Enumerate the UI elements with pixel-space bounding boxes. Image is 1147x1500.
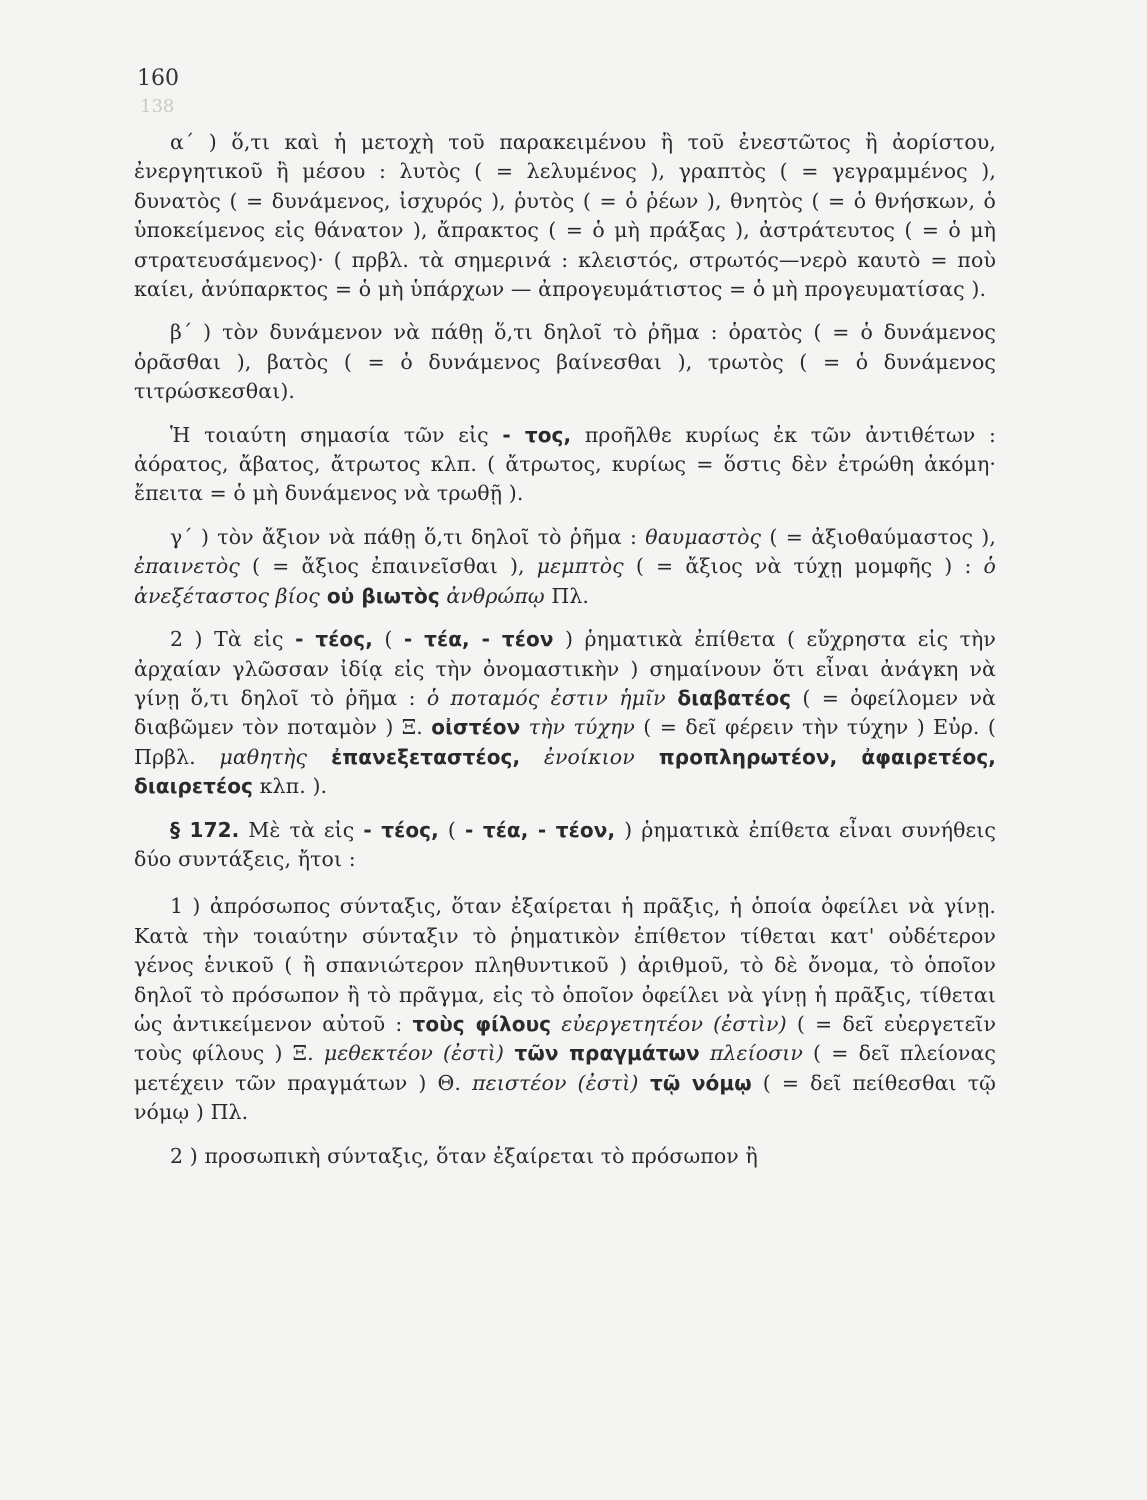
italic-term: μαθητὴς [219,744,308,769]
text-run: ( = δεῖ φέρειν τὴν τύχην ) Εὐρ. ( Πρβλ. [134,715,996,769]
paragraph-beta-text: β΄ ) τὸν δυνάμενον νὰ πάθῃ ὅ,τι δηλοῖ τὸ ῥῆμα : ὁρατὸς ( = ὁ δυνάμενος ὁρᾶσθαι ), βατὸς ( = ὁ δυνάμενος βαίνεσθαι ), τρωτὸς ( = ὁ δυνάμενος τιτρώσκεσθαι). [134,320,996,404]
text-run: ( = ὀφείλομεν νὰ διαβῶμεν τὸν ποταμὸν ) Ξ. [134,685,996,740]
paragraph-two-teos [134,625,996,801]
text-run: ) ῥηματικὰ ἐπίθετα εἶναι συνήθεις δύο συντάξεις, ἤτοι : [134,817,996,871]
bold-ending: - τέος, [363,817,439,842]
text-run: ( [438,817,465,842]
bold-term: προπληρωτέον, ἀφαιρετέος, διαιρετέος [134,744,996,799]
italic-term: μεμπτὸς [536,554,624,579]
text-run: Πλ. [544,583,590,608]
paragraph-personal [134,1142,996,1171]
bold-term: διαβατέος [665,685,792,710]
bold-term: τοὺς φίλους [412,1011,552,1036]
paragraph-alpha [134,128,996,304]
paragraph-impersonal [134,892,996,1127]
italic-quote: πειστέον (ἐστὶ) [472,1070,639,1095]
bold-term: ἐπανεξεταστέος, [307,744,521,769]
paragraph-beta [134,318,996,406]
italic-term: θαυμαστὸς [645,524,762,549]
text-run: Μὲ τὰ εἰς [239,817,364,842]
italic-quote: ὁ ἀνεξέταστος βίος [134,554,996,608]
text-run: γ΄ ) τὸν ἄξιον νὰ πάθῃ ὅ,τι δηλοῖ τὸ ῥῆμα : [170,524,646,549]
italic-quote: τὴν τύχην [520,715,635,740]
text-run: προῆλθε κυρίως ἐκ τῶν ἀντιθέτων : ἀόρατος, ἄβατος, ἄτρωτος κλπ. ( ἄτρωτος, κυρίως = ὅστις δὲν ἐτρώθη ἀκόμη· ἔπειτα = ὁ μὴ δυνάμενος νὰ τρωθῇ ). [134,422,996,506]
italic-quote: μεθεκτέον (ἐστὶ) [323,1041,505,1066]
italic-quote: ὁ ποταμός ἐστιν ἡμῖν [426,685,666,710]
text-run: ( = ἄξιος ἐπαινεῖσθαι ), [239,554,537,579]
italic-term: ἐπαινετὸς [134,554,240,579]
text-run: Ἡ τοιαύτη σημασία τῶν εἰς [170,422,503,447]
text-run: 2 ) προσωπικὴ σύνταξις, ὅταν ἐξαίρεται τὸ πρόσωπον ἢ [170,1143,758,1168]
italic-quote: ἀνθρώπῳ [439,583,545,608]
text-run: 1 ) ἀπρόσωπος σύνταξις, ὅταν ἐξαίρεται ἡ πρᾶξις, ἡ ὁποία ὀφείλει νὰ γίνῃ. Κατὰ τὴν τοιαύτην σύνταξιν τὸ ῥηματικὸν ἐπίθετον τίθεται κατ' οὐδέτερον γένος ἑνικοῦ ( ἢ σπανιώτερον πληθυντικοῦ ) ἀριθμοῦ, τὸ δὲ ὄνομα, τὸ ὁποῖον δηλοῖ τὸ πρόσωπον ἢ τὸ πρᾶγμα, εἰς τὸ ὁποῖον ὀφείλει νὰ γίνῃ ἡ πρᾶξις, τίθεται ὡς ἀντικείμενον αὐτοῦ : [134,894,996,1036]
text-run: ( = δεῖ εὐεργετεῖν τοὺς φίλους ) Ξ. [134,1011,997,1066]
section-172 [134,816,996,875]
italic-term: ἐνοίκιον [520,744,635,769]
bleed-through-page-number: 138 [140,96,175,117]
bold-ending: - τέος, [295,627,373,652]
bold-ending: - τέα, - τέον, [464,817,616,842]
text-run: ( = δεῖ πείθεσθαι τῷ νόμῳ ) Πλ. [134,1070,996,1125]
text-run: κλπ. ). [253,774,328,799]
body-text [134,128,996,1171]
page-number: 160 [137,66,179,91]
paragraph-alpha-text: α΄ ) ὅ,τι καὶ ἡ μετοχὴ τοῦ παρακειμένου ἢ τοῦ ἐνεστῶτος ἢ ἀορίστου, ἐνεργητικοῦ ἢ μέσου : λυτὸς ( = λελυμένος ), γραπτὸς ( = γεγραμμένος ), δυνατὸς ( = δυνάμενος, ἰσχυρός ), ῥυτὸς ( = ὁ ῥέων ), θνητὸς ( = ὁ θνήσκων, ὁ ὑποκείμενος εἰς θάνατον ), ἄπρακτος ( = ὁ μὴ πράξας ), ἀστράτευτος ( = ὁ μὴ στρατευσάμενος)· ( πρβλ. τὰ σημερινά : κλειστός, στρωτός—νερὸ καυτὸ = ποὺ καίει, ἀνύπαρκτος = ὁ μὴ ὑπάρχων — ἀπρογευμάτιστος = ὁ μὴ προγευματίσας ). [134,130,996,302]
italic-quote: εὐεργετητέον (ἐστὶν) [551,1011,787,1036]
text-run: ( [372,627,404,652]
text-run: ) ῥηματικὰ ἐπίθετα ( εὔχρηστα εἰς τὴν ἀρχαίαν γλῶσσαν ἰδίᾳ εἰς τὴν ὀνομαστικὴν ) σημαίνουν ὅτι εἶναι ἀνάγκη νὰ γίνῃ ὅ,τι δηλοῖ τὸ ῥῆμα : [134,627,996,710]
section-number: § 172. [170,817,240,842]
paragraph-tos [134,421,996,509]
paragraph-gamma [134,523,996,611]
bold-term: τῶν πραγμάτων [504,1041,700,1066]
italic-quote: πλείοσιν [699,1041,803,1066]
text-run: ( = δεῖ πλείονας μετέχειν τῶν πραγμάτων ) Θ. [134,1041,996,1095]
text-run: ( = ἀξιοθαύμαστος ), [761,524,996,549]
text-run: ( = ἄξιος νὰ τύχῃ μομφῆς ) : [623,554,984,579]
bold-term: τῷ νόμῳ [638,1070,752,1095]
bold-ending: - τέα, - τέον [403,627,554,652]
text-run: 2 ) Τὰ εἰς [170,627,296,652]
bold-term: οὐ βιωτὸς [319,583,440,608]
bold-ending: - τος, [502,422,572,447]
bold-term: οἰστέον [431,715,521,740]
